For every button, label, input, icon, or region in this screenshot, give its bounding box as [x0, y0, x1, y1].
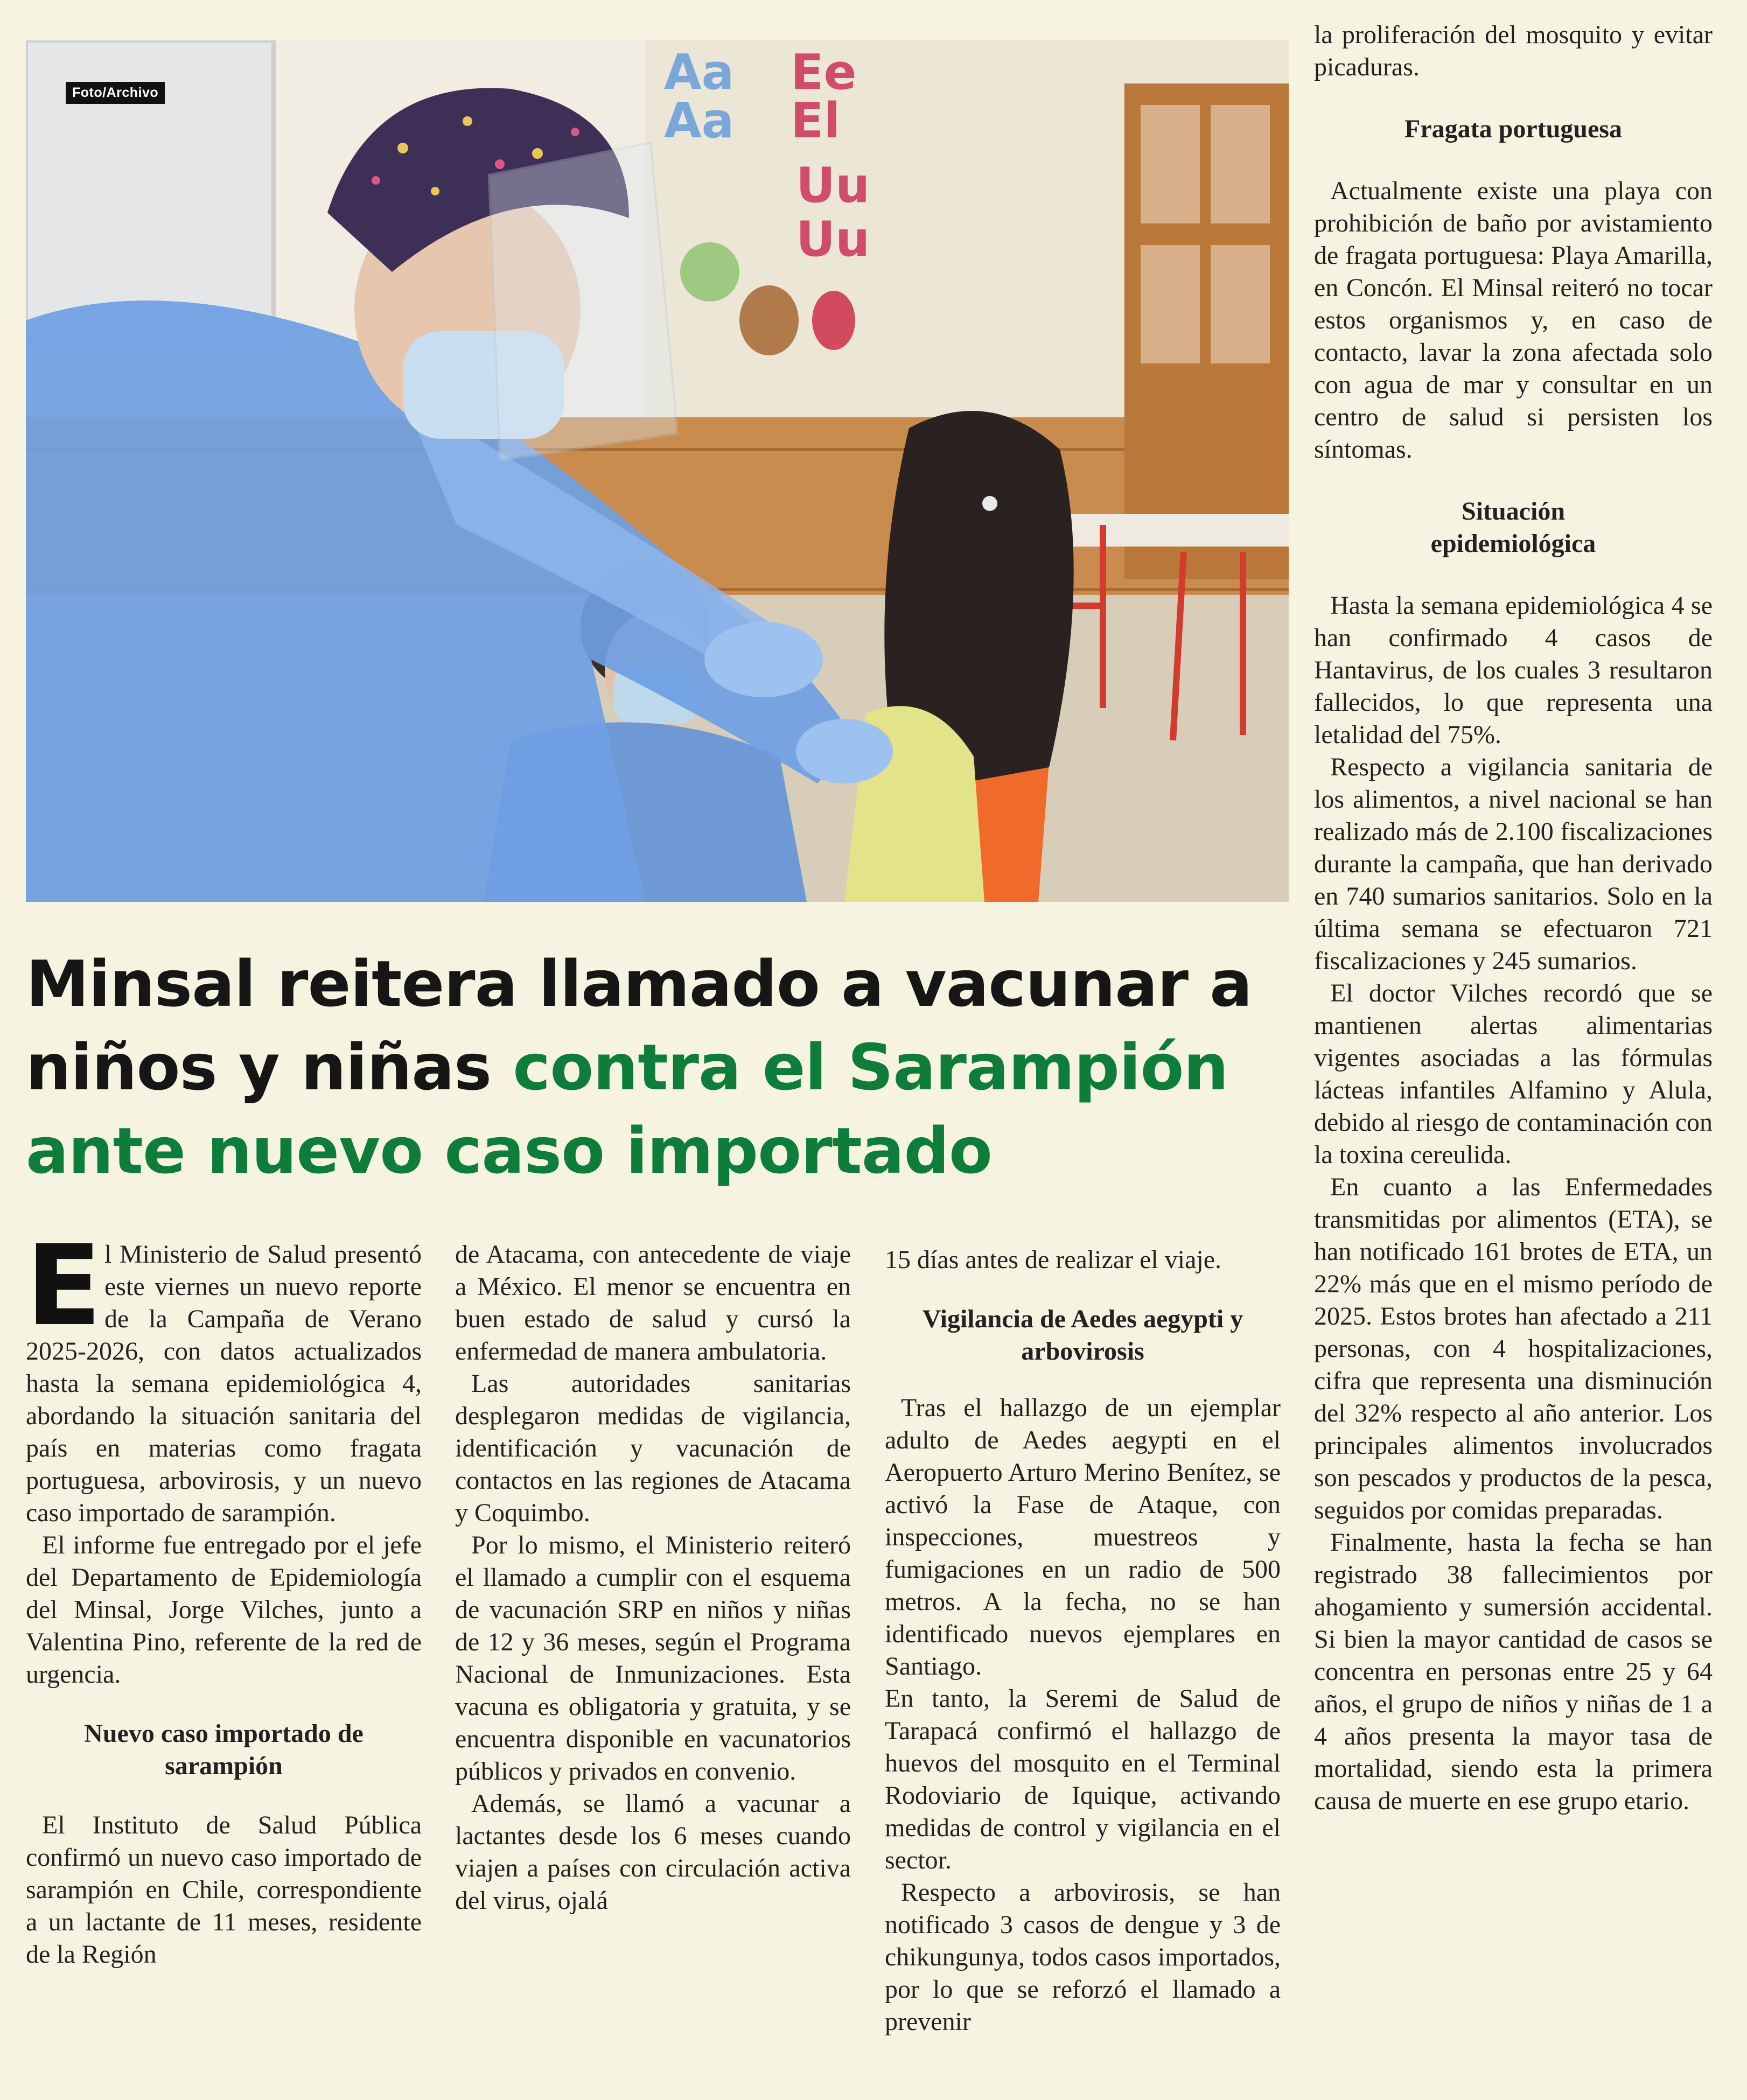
photo-credit: Foto/Archivo [66, 82, 165, 104]
body-paragraph: El doctor Vilches recordó que se mantienen alertas alimentarias vigentes asociadas a las fórmulas lácteas infantiles Alfamino y Alula, debido al riesgo de contaminación con la toxina cereulida. [1314, 979, 1713, 1169]
body-paragraph: Actualmente existe una playa con prohibición de baño por avistamiento de fragata portuguesa: Playa Amarilla, en Concón. El Minsal reiteró no tocar estos organismos y, en caso de contacto, lavar la zona afectada solo con agua de mar y consultar en un centro de salud si persisten los síntomas. [1314, 177, 1713, 464]
subheading: Nuevo caso importado de sarampión [84, 1719, 364, 1780]
body-paragraph: Por lo mismo, el Ministerio reiteró el llamado a cumplir con el esquema de vacunación SRP en niños y niñas de 12 y 36 meses, según el Programa Nacional de Inmunizaciones. Esta vacuna es obligatoria y gratuita, y se encuentra disponible en vacunatorios públicos y privados en convenio. [455, 1531, 851, 1786]
wall-letter: Aa [664, 44, 735, 101]
headline-dark-part: niños y niñas [26, 1030, 492, 1104]
body-paragraph: El Instituto de Salud Pública confirmó un nuevo caso importado de sarampión en Chile, correspondiente a un lactante de 11 meses, residente de la Región [26, 1811, 422, 1969]
headline-line-3: ante nuevo caso importado [26, 1114, 992, 1188]
headline-line-1: Minsal reitera llamado a vacunar a [26, 947, 1252, 1021]
vaccination-scene-image [26, 40, 1289, 902]
headline-line-2 [26, 1026, 1286, 1109]
body-paragraph: Finalmente, hasta la fecha se han registrado 38 fallecimientos por ahogamiento y sumersión accidental. Si bien la mayor cantidad de casos se concentra en personas entre 25 y 64 años, el grupo de niños y niñas de 1 a 4 años presenta la mayor tasa de mortalidad, siendo esta la primera causa de muerte en ese grupo etario. [1314, 1528, 1713, 1815]
article-column-1 [26, 1221, 422, 1971]
body-paragraph: Respecto a vigilancia sanitaria de los alimentos, a nivel nacional se han realizado más de 2.100 fiscalizaciones durante la campaña, que han derivado en 740 sumarios sanitarios. Solo en la última semana se efectuaron 721 fiscalizaciones y 245 sumarios. [1314, 753, 1713, 975]
subheading: Situación epidemiológica [1430, 497, 1596, 558]
article-column-2 [455, 1238, 851, 1917]
drop-cap: E [26, 1221, 102, 1350]
wall-letter: Ee [791, 44, 857, 101]
body-paragraph: En cuanto a las Enfermedades transmitidas por alimentos (ETA), se han notificado 161 brotes de ETA, un 22% más que en el mismo período de 2025. Estos brotes han afectado a 211 personas, con 4 hospitalizaciones, cifra que representa una disminución del 32% respecto al año anterior. Los principales alimentos involucrados son pescados y productos de la pesca, seguidos por comidas preparadas. [1314, 1173, 1713, 1524]
article-column-4 [1314, 19, 1713, 1817]
body-paragraph: Respecto a arbovirosis, se han notificado 3 casos de dengue y 3 de chikungunya, todos casos importados, por lo que se reforzó el llamado a prevenir [885, 1878, 1281, 2036]
wall-letter: Uu [796, 211, 870, 268]
body-paragraph: de Atacama, con antecedente de viaje a México. El menor se encuentra en buen estado de salud y cursó la enfermedad de manera ambulatoria. [455, 1240, 851, 1366]
body-paragraph: El informe fue entregado por el jefe del Departamento de Epidemiología del Minsal, Jorge Vilches, junto a Valentina Pino, referente de la red de urgencia. [26, 1531, 422, 1689]
article-column-3 [885, 1244, 1281, 2038]
body-paragraph: Tras el hallazgo de un ejemplar adulto de Aedes aegypti en el Aeropuerto Arturo Merino Benítez, se activó la Fase de Ataque, con inspecciones, muestreos y fumigaciones en un radio de 500 metros. A la fecha, no se han identificado nuevos ejemplares en Santiago. [885, 1394, 1281, 1681]
body-paragraph: Además, se llamó a vacunar a lactantes desde los 6 meses cuando viajen a países con circulación activa del virus, ojalá [455, 1789, 851, 1915]
subheading: Vigilancia de Aedes aegypti y arbovirosis [922, 1305, 1243, 1366]
subheading: Fragata portuguesa [1404, 115, 1622, 143]
intro-paragraph: l Ministerio de Salud presentó este viernes un nuevo reporte de la Campaña de Verano 2025-2026, con datos actualizados hasta la semana epidemiológica 4, abordando la situación sanitaria del país en materias como fragata portuguesa, arbovirosis, y un nuevo caso importado de sarampión. [26, 1240, 422, 1527]
headline-green-part: contra el Sarampión [513, 1030, 1228, 1104]
body-paragraph: Hasta la semana epidemiológica 4 se han confirmado 4 casos de Hantavirus, de los cuales 3 resultaron fallecidos, lo que representa una letalidad del 75%. [1314, 591, 1713, 749]
article-photo [26, 40, 1289, 902]
body-paragraph: En tanto, la Seremi de Salud de Tarapacá confirmó el hallazgo de huevos del mosquito en el Terminal Rodoviario de Iquique, activando medidas de control y vigilancia en el sector. [885, 1684, 1281, 1874]
body-paragraph: la proliferación del mosquito y evitar picaduras. [1314, 20, 1713, 81]
headline [26, 942, 1286, 1193]
body-paragraph: 15 días antes de realizar el viaje. [885, 1245, 1222, 1274]
wall-letter: El [791, 93, 841, 149]
body-paragraph: Las autoridades sanitarias desplegaron medidas de vigilancia, identificación y vacunación de contactos en las regiones de Atacama y Coquimbo. [455, 1369, 851, 1527]
wall-letter: Aa [664, 93, 735, 149]
wall-letter: Uu [796, 157, 870, 214]
